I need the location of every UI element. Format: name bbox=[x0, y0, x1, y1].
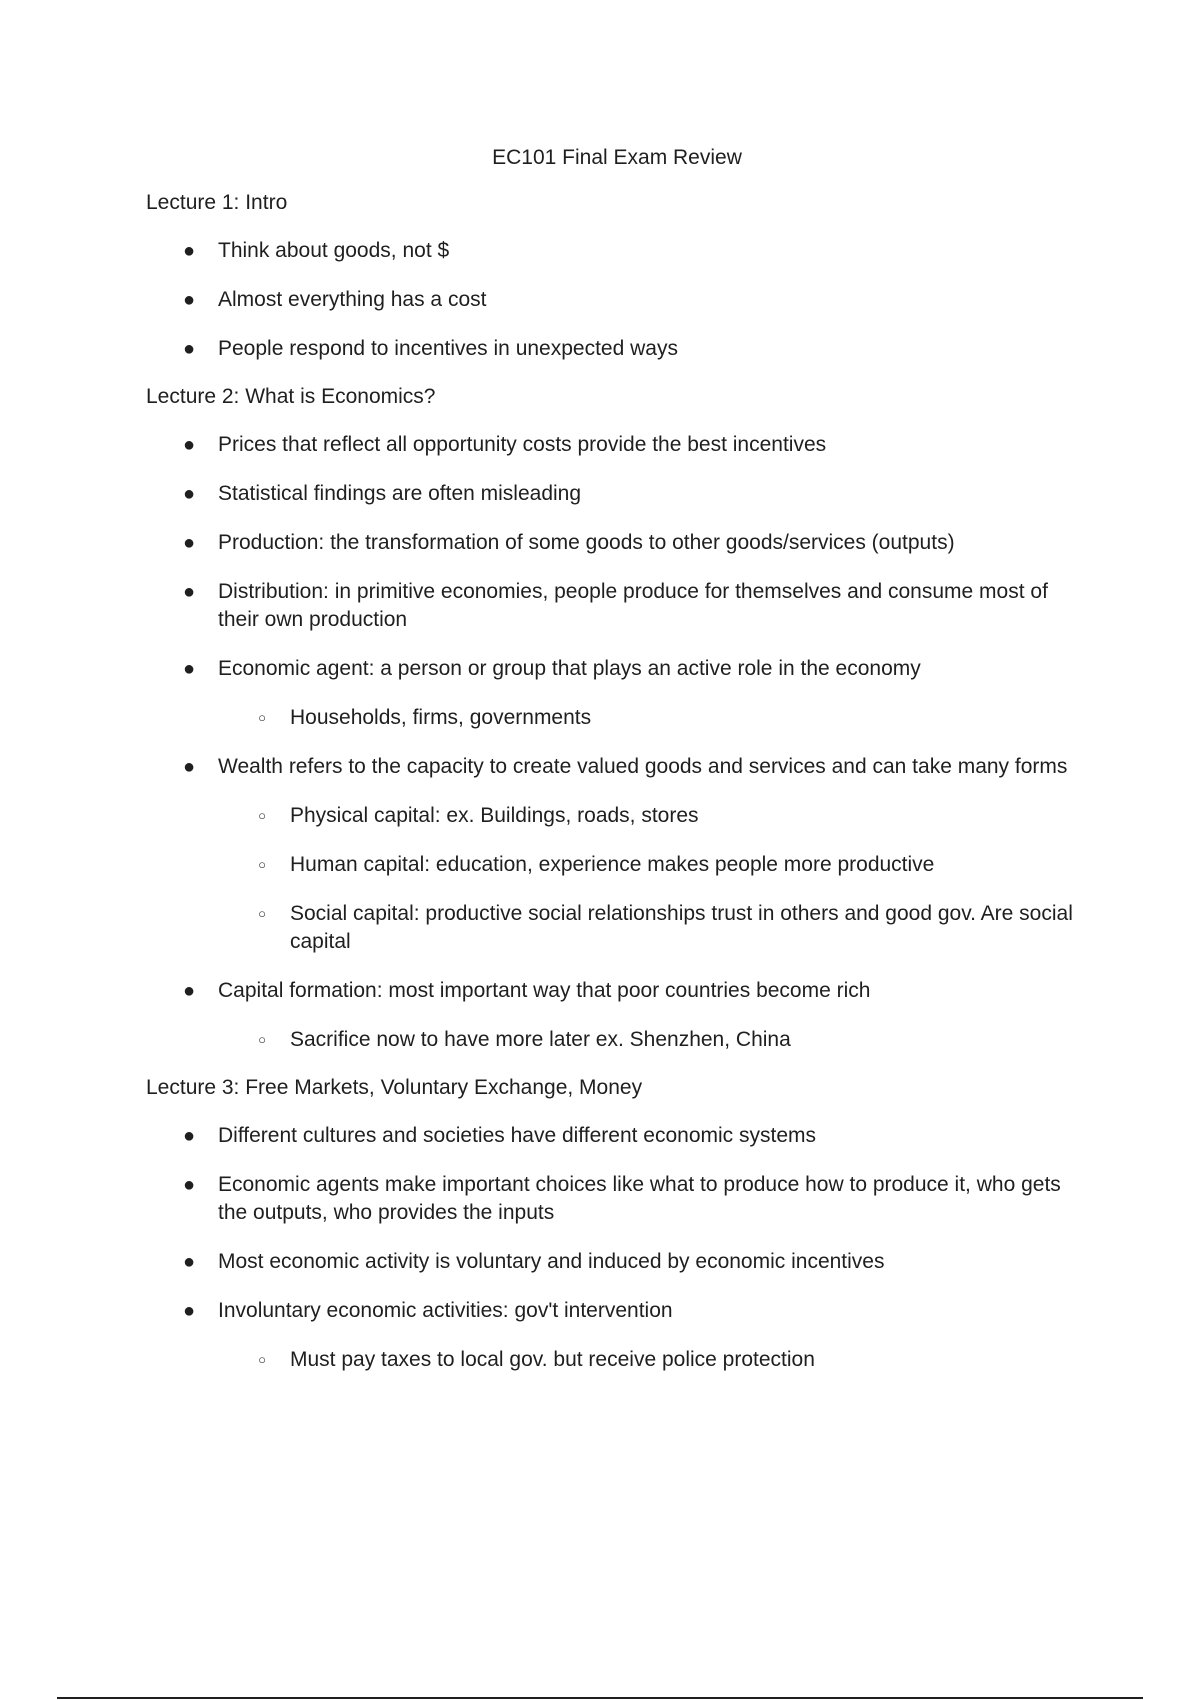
list-item bbox=[146, 655, 1086, 683]
section-lecture-2 bbox=[146, 384, 1086, 1054]
sub-list-item-text: Households, firms, governments bbox=[290, 706, 592, 729]
sub-bullet-icon: ○ bbox=[258, 1352, 266, 1367]
list-item-text: People respond to incentives in unexpected ways bbox=[218, 337, 678, 360]
sub-bullet-icon: ○ bbox=[258, 906, 266, 921]
list-item bbox=[146, 335, 1086, 363]
sub-list-item bbox=[146, 802, 1086, 830]
bullet-icon: ● bbox=[182, 658, 196, 680]
list-item-text: Economic agent: a person or group that plays an active role in the economy bbox=[218, 657, 921, 680]
bullet-icon: ● bbox=[182, 338, 196, 360]
list-item-text: Statistical findings are often misleading bbox=[218, 482, 582, 505]
bullet-icon: ● bbox=[182, 581, 196, 603]
sub-list-item-text: Must pay taxes to local gov. but receive police protection bbox=[290, 1348, 815, 1371]
document-body bbox=[146, 190, 1086, 1395]
list-item-text: Most economic activity is voluntary and induced by economic incentives bbox=[218, 1250, 885, 1273]
list-item bbox=[146, 578, 1086, 634]
sub-bullet-icon: ○ bbox=[258, 1032, 266, 1047]
list-item-text: Almost everything has a cost bbox=[218, 288, 487, 311]
bullet-icon: ● bbox=[182, 1300, 196, 1322]
sub-bullet-icon: ○ bbox=[258, 710, 266, 725]
sub-list-item-text: Sacrifice now to have more later ex. Shenzhen, China bbox=[290, 1028, 791, 1051]
list-item-text: Think about goods, not $ bbox=[218, 239, 450, 262]
bullet-icon: ● bbox=[182, 483, 196, 505]
sub-list-item bbox=[146, 1026, 1086, 1054]
list-item-text: Economic agents make important choices like what to produce how to produce it, who gets the outputs, who provides the inputs bbox=[218, 1173, 1061, 1224]
list-item-text: Wealth refers to the capacity to create valued goods and services and can take many forms bbox=[218, 755, 1068, 778]
section-heading: Lecture 3: Free Markets, Voluntary Exchange, Money bbox=[146, 1076, 643, 1099]
list-item-text: Distribution: in primitive economies, people produce for themselves and consume most of their own production bbox=[218, 580, 1048, 631]
bullet-icon: ● bbox=[182, 1174, 196, 1196]
bullet-icon: ● bbox=[182, 434, 196, 456]
sub-bullet-icon: ○ bbox=[258, 857, 266, 872]
list-item bbox=[146, 753, 1086, 781]
bullet-list bbox=[146, 237, 1086, 363]
bullet-icon: ● bbox=[182, 756, 196, 778]
list-item bbox=[146, 1171, 1086, 1227]
section-lecture-1 bbox=[146, 190, 1086, 363]
list-item-text: Different cultures and societies have different economic systems bbox=[218, 1124, 817, 1147]
bullet-icon: ● bbox=[182, 240, 196, 262]
sub-list-item bbox=[146, 851, 1086, 879]
footer-divider bbox=[57, 1697, 1143, 1699]
list-item-text: Capital formation: most important way that poor countries become rich bbox=[218, 979, 871, 1002]
sub-list-item-text: Physical capital: ex. Buildings, roads, stores bbox=[290, 804, 699, 827]
list-item bbox=[146, 529, 1086, 557]
bullet-icon: ● bbox=[182, 1251, 196, 1273]
list-item bbox=[146, 1248, 1086, 1276]
sub-list-item bbox=[146, 1346, 1086, 1374]
bullet-list bbox=[146, 431, 1086, 1054]
list-item bbox=[146, 1297, 1086, 1325]
section-heading: Lecture 1: Intro bbox=[146, 191, 288, 214]
list-item-text: Production: the transformation of some goods to other goods/services (outputs) bbox=[218, 531, 955, 554]
sub-list-item bbox=[146, 704, 1086, 732]
bullet-list bbox=[146, 1122, 1086, 1374]
list-item-text: Involuntary economic activities: gov't intervention bbox=[218, 1299, 673, 1322]
list-item bbox=[146, 1122, 1086, 1150]
bullet-icon: ● bbox=[182, 289, 196, 311]
list-item-text: Prices that reflect all opportunity costs provide the best incentives bbox=[218, 433, 827, 456]
list-item bbox=[146, 431, 1086, 459]
list-item bbox=[146, 237, 1086, 265]
document-title: EC101 Final Exam Review bbox=[492, 146, 742, 169]
list-item bbox=[146, 480, 1086, 508]
section-heading: Lecture 2: What is Economics? bbox=[146, 385, 436, 408]
list-item bbox=[146, 286, 1086, 314]
sub-list-item bbox=[146, 900, 1086, 956]
sub-list-item-text: Social capital: productive social relationships trust in others and good gov. Are social capital bbox=[290, 902, 1073, 953]
section-lecture-3 bbox=[146, 1075, 1086, 1374]
bullet-icon: ● bbox=[182, 980, 196, 1002]
sub-bullet-icon: ○ bbox=[258, 808, 266, 823]
bullet-icon: ● bbox=[182, 532, 196, 554]
bullet-icon: ● bbox=[182, 1125, 196, 1147]
sub-list-item-text: Human capital: education, experience makes people more productive bbox=[290, 853, 935, 876]
list-item bbox=[146, 977, 1086, 1005]
